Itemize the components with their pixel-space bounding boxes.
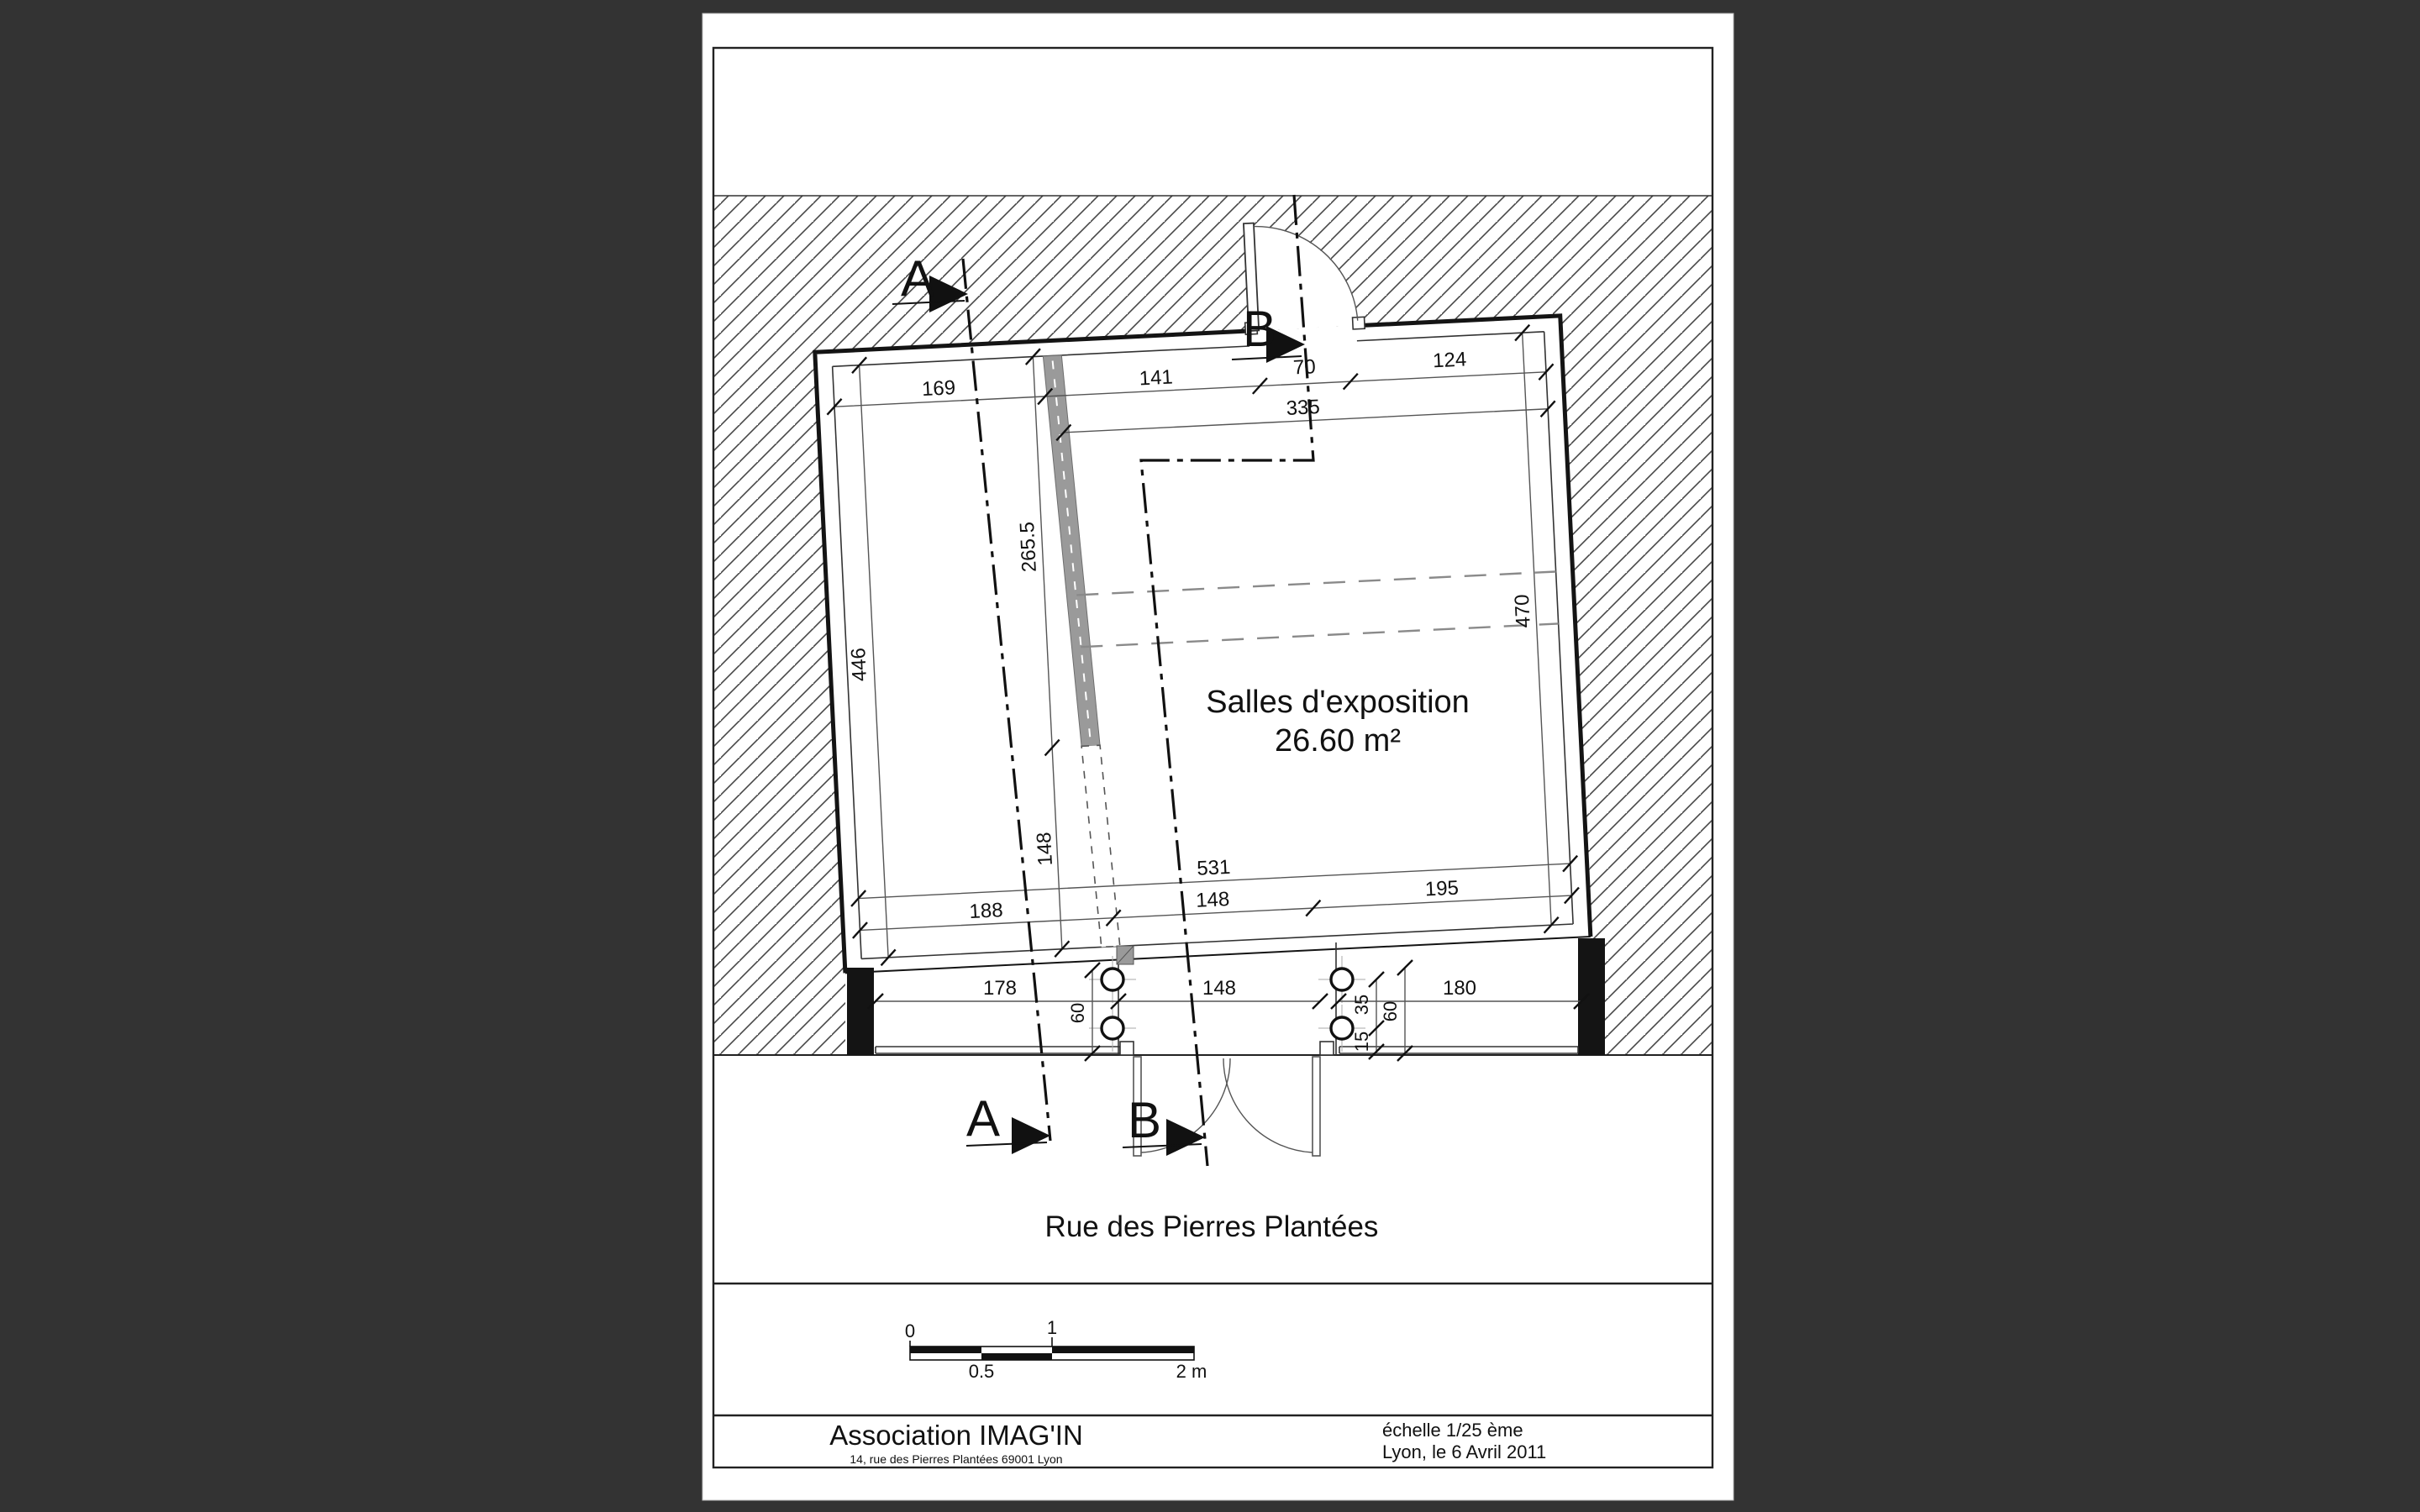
dim-bottom-total-531: 531 [1196, 855, 1232, 880]
dim-partition-265-5: 265.5 [1015, 521, 1041, 573]
dim-partition-lower-148: 148 [1033, 831, 1057, 867]
dim-facade-148: 148 [1202, 977, 1237, 1000]
door-leaf-right [1313, 1057, 1320, 1156]
scale-bar-1: 1 [1046, 1317, 1058, 1338]
dim-top-total-335: 335 [1286, 396, 1321, 420]
scale-bar-0: 0 [904, 1320, 916, 1341]
pier-right [1578, 938, 1605, 1055]
dim-bottom-188: 188 [968, 899, 1004, 924]
door-jamb-right [1353, 317, 1365, 329]
pier-left [847, 968, 874, 1055]
dim-col-right-depth-60: 60 [1380, 1000, 1401, 1022]
column [1102, 969, 1123, 990]
room-name-label: Salles d'exposition [1206, 685, 1470, 720]
scale-bar-2m: 2 m [1176, 1361, 1207, 1382]
title-block-address: 14, rue des Pierres Plantées 69001 Lyon [850, 1452, 1063, 1466]
dim-left-446: 446 [847, 647, 871, 682]
gray-pier [1117, 946, 1134, 964]
dim-bottom-195: 195 [1424, 876, 1460, 901]
dim-bottom-148: 148 [1195, 887, 1230, 912]
dim-top-169: 169 [921, 376, 956, 402]
title-block-scale: échelle 1/25 ème [1382, 1420, 1523, 1441]
column [1102, 1017, 1123, 1039]
section-marker-a-bottom: A [965, 1090, 1001, 1147]
title-block-date: Lyon, le 6 Avril 2011 [1382, 1441, 1547, 1462]
column [1331, 1017, 1353, 1039]
room-area-label: 26.60 m² [1275, 723, 1401, 759]
scale-bar-0-5: 0.5 [968, 1361, 995, 1382]
dim-col-left-depth-60: 60 [1067, 1002, 1088, 1024]
dim-top-70: 70 [1292, 355, 1317, 380]
dim-col-gap-35: 35 [1351, 994, 1372, 1016]
dim-col-edge-15: 15 [1351, 1031, 1372, 1053]
dim-facade-178: 178 [982, 977, 1018, 1000]
door-jamb-left [1120, 1042, 1134, 1055]
title-block-org: Association IMAG'IN [829, 1420, 1083, 1451]
door-jamb-right [1320, 1042, 1334, 1055]
section-marker-b-top: B [1242, 301, 1277, 357]
dim-right-470: 470 [1510, 593, 1535, 629]
section-marker-b-bottom: B [1127, 1092, 1162, 1148]
dim-top-141: 141 [1139, 365, 1174, 391]
section-marker-a-top: A [900, 250, 935, 307]
dim-facade-180: 180 [1442, 977, 1477, 1000]
dim-top-124: 124 [1432, 348, 1467, 373]
street-name-label: Rue des Pierres Plantées [1044, 1210, 1379, 1243]
column [1331, 969, 1353, 990]
